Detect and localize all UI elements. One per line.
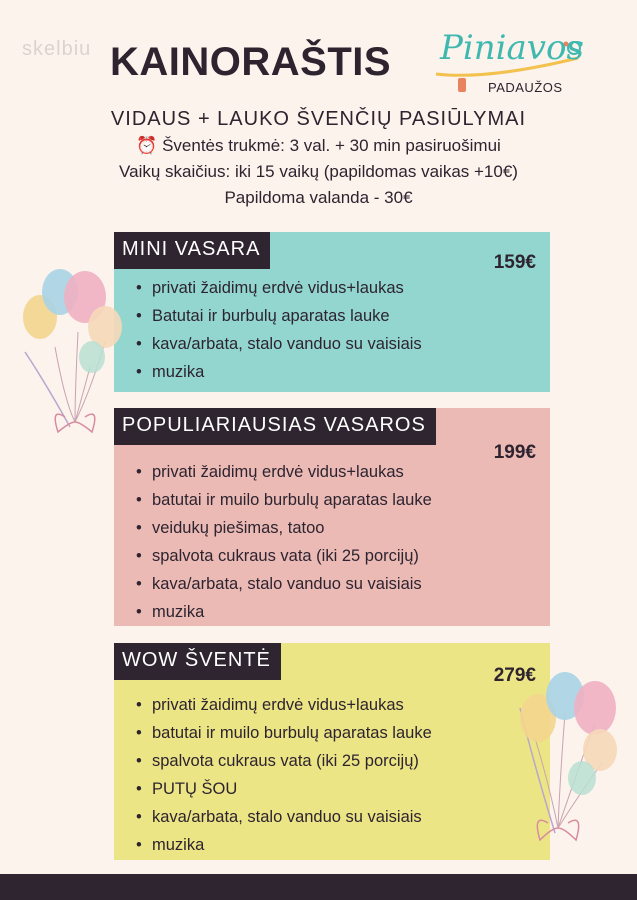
feature-item: • kava/arbata, stalo vanduo su vaisiais: [136, 803, 432, 831]
feature-list: [136, 691, 432, 859]
alarm-clock-icon: ⏰: [136, 136, 158, 155]
feature-item: • batutai ir muilo burbulų aparatas lauke: [136, 486, 432, 514]
package-name: MINI VASARA: [114, 232, 270, 269]
logo-main-text: Piniavos: [440, 28, 584, 68]
feature-list: [136, 458, 432, 626]
package-price: 199€: [493, 442, 536, 463]
feature-item: • privati žaidimų erdvė vidus+laukas: [136, 691, 432, 719]
package-price: 279€: [493, 665, 536, 686]
footer-bar: [0, 874, 637, 900]
duration-text: Šventės trukmė: 3 val. + 30 min pasiruošimui: [162, 136, 501, 155]
feature-item: • kava/arbata, stalo vanduo su vaisiais: [136, 570, 432, 598]
feature-item: • privati žaidimų erdvė vidus+laukas: [136, 274, 422, 302]
offers-subtitle: VIDAUS + LAUKO ŠVENČIŲ PASIŪLYMAI: [110, 108, 527, 130]
feature-item: • privati žaidimų erdvė vidus+laukas: [136, 458, 432, 486]
package-card-wow-svente: [114, 643, 550, 860]
feature-item: • muzika: [136, 358, 422, 386]
watermark: skelbiu: [22, 38, 92, 60]
feature-item: • spalvota cukraus vata (iki 25 porcijų): [136, 747, 432, 775]
logo-sub-text: PADAUŽOS: [488, 80, 563, 95]
feature-item: • veidukų piešimas, tatoo: [136, 514, 432, 542]
balloons-right-icon: [510, 668, 625, 858]
package-card-mini-vasara: [114, 232, 550, 392]
extra-hour-line: Papildoma valanda - 30€: [224, 188, 413, 207]
feature-item: • PUTŲ ŠOU: [136, 775, 432, 803]
feature-item: • kava/arbata, stalo vanduo su vaisiais: [136, 330, 422, 358]
page-title: KAINORAŠTIS: [110, 40, 392, 84]
package-name: POPULIARIAUSIAS VASAROS: [114, 408, 436, 445]
balloons-left-icon: [20, 262, 130, 452]
duration-line: [0, 136, 637, 156]
feature-item: • spalvota cukraus vata (iki 25 porcijų): [136, 542, 432, 570]
feature-item: • Batutai ir burbulų aparatas lauke: [136, 302, 422, 330]
package-price: 159€: [493, 252, 536, 273]
kids-count-line: Vaikų skaičius: iki 15 vaikų (papildomas vaikas +10€): [119, 162, 518, 181]
package-card-populiariausias: [114, 408, 550, 626]
feature-item: • muzika: [136, 598, 432, 626]
package-name: WOW ŠVENTĖ: [114, 643, 281, 680]
feature-item: • batutai ir muilo burbulų aparatas lauke: [136, 719, 432, 747]
feature-list: [136, 274, 422, 386]
feature-item: • muzika: [136, 831, 432, 859]
brand-logo: [428, 28, 588, 108]
